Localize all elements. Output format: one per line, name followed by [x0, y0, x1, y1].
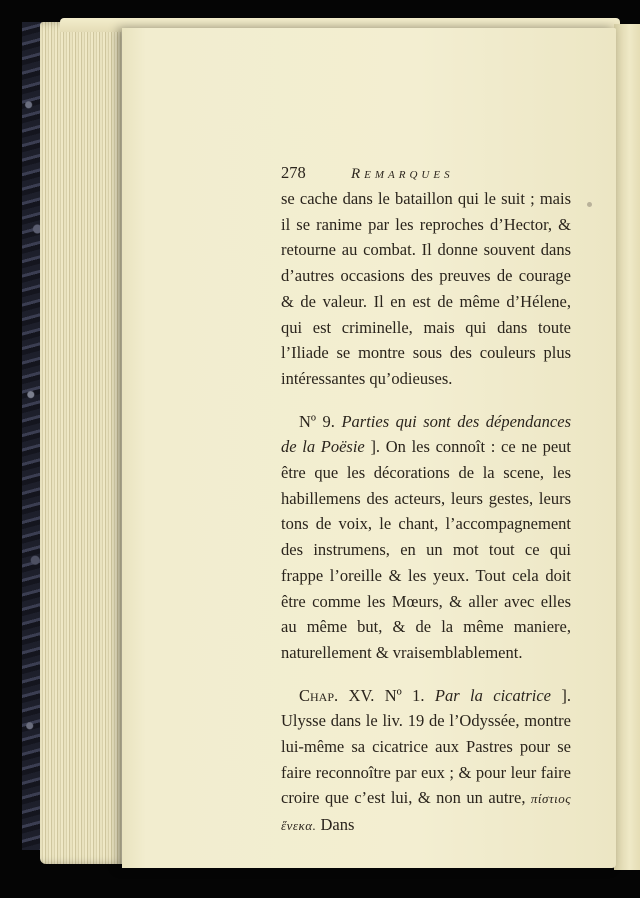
note-number: Nº 9.: [299, 411, 335, 431]
note-body: ]. Ulysse dans le liv. 19 de l’Odyssée, montre lui-même sa cicatrice aux Pastres pour se faire reconnoître par eux ; & pour leur faire croire que c’est lui, & non un autre,: [281, 685, 572, 808]
note-heading: Parties qui sont des dépendances de la Poësie: [281, 411, 572, 457]
running-title: Remarques: [351, 166, 454, 182]
note-body: ]. On les connoît : ce ne peut être que les décorations de la scene, les habillemens des acteurs, leurs gestes, leurs tons de voix, le chant, l’accompagnement des instrumens, en un mot tout ce qui frappe l’oreille & les yeux. Tout cela doit être comme les Mœurs, & aller avec elles au même but, & de la même maniere, naturellement & vraisemblablement.: [281, 437, 572, 662]
note-body-end: Dans: [320, 815, 355, 835]
paragraph-1: se cache dans le bataillon qui le suit ; mais il se ranime par les reproches d’Hector, & retourne au combat. Il donne souvent dans d’autres occasions des preuves de courage & de valeur. Il en est de même d’Hélene, qui est criminelle, mais qui dans toute l’Iliade se montre sous des couleurs plus intéressantes qu’odieuses.: [281, 189, 571, 388]
note-heading: Par la cicatrice: [434, 685, 551, 705]
chapter-label: Chap.: [299, 685, 339, 705]
stacked-page-edges: [40, 22, 130, 864]
page-text: [281, 160, 571, 839]
page-number: 278: [281, 163, 306, 182]
greek-phrase: πίστιος ἕνεκα.: [281, 791, 571, 834]
paragraph-2: [281, 409, 571, 666]
next-leaf-edge: [614, 24, 640, 870]
running-head: [281, 160, 571, 186]
paragraph-gap: [281, 392, 571, 409]
paragraph-3: [281, 683, 571, 839]
paragraph-gap: [281, 666, 571, 683]
paper-spot: [587, 202, 592, 207]
chapter-note-number: XV. Nº 1.: [348, 685, 425, 705]
